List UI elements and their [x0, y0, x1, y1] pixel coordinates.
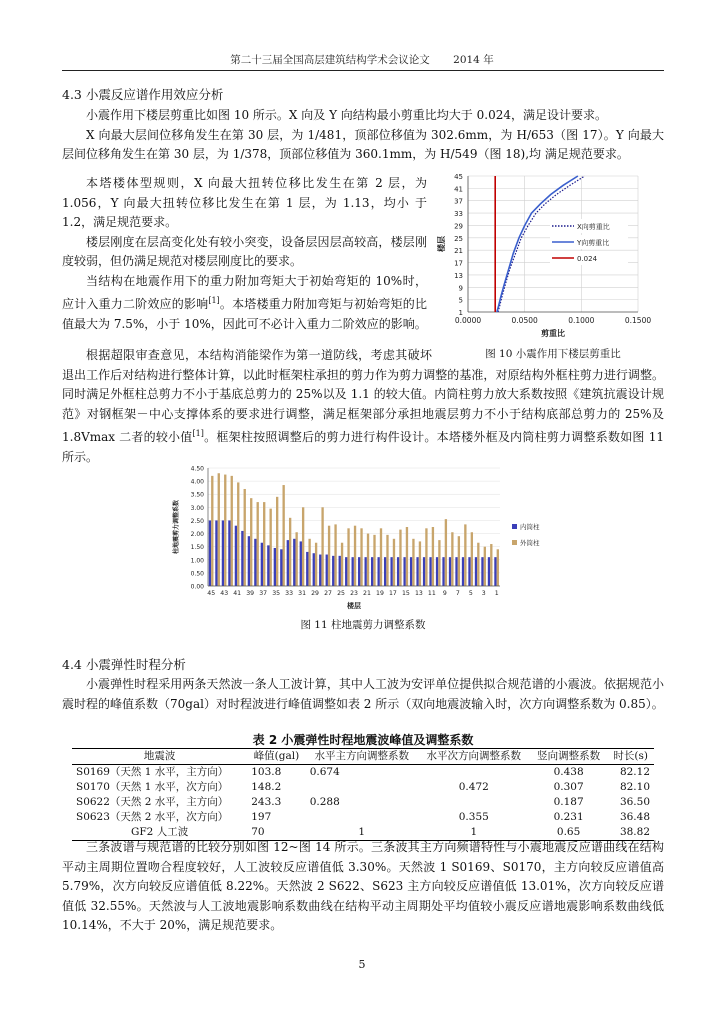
y-tick-label: 1 [458, 309, 463, 317]
bar-内筒柱 [423, 557, 425, 586]
bar-外筒柱 [341, 543, 343, 586]
table-cell: 0.288 [309, 796, 340, 808]
bar-内筒柱 [384, 557, 386, 586]
x-tick-label: 7 [455, 590, 460, 597]
x-tick-label: 13 [414, 590, 423, 597]
bar-内筒柱 [436, 557, 438, 586]
x-tick-label: 3 [481, 590, 486, 597]
y-tick-label: 5 [458, 296, 463, 305]
bar-内筒柱 [280, 549, 282, 586]
section-4-4-title: 4.4 小震弹性时程分析 [62, 657, 186, 672]
bar-内筒柱 [475, 557, 477, 586]
bar-内筒柱 [222, 520, 224, 586]
table-cell: 36.48 [619, 811, 650, 823]
bar-内筒柱 [345, 557, 347, 586]
table-header-cell: 竖向调整系数 [530, 749, 608, 765]
table-cell: 0.472 [458, 781, 489, 793]
table-cell: 148.2 [251, 781, 282, 793]
table-header-cell: 水平次方向调整系数 [418, 749, 530, 765]
table-cell [418, 765, 530, 781]
bar-外筒柱 [471, 532, 473, 586]
x-tick-label: 15 [401, 590, 410, 597]
bar-外筒柱 [490, 544, 492, 586]
y-tick-label: 17 [454, 259, 463, 268]
bar-外筒柱 [419, 541, 421, 586]
bar-外筒柱 [218, 473, 220, 586]
legend-label: 外筒柱 [520, 539, 540, 547]
table-2-caption: 表 2 小震弹性时程地震波峰值及调整系数 [252, 733, 474, 747]
bar-外筒柱 [334, 524, 336, 586]
paragraph: 当结构在地震作用下的重力附加弯矩大于初始弯矩的 10%时，应计入重力二阶效应的影响[1]。本塔楼重力附加弯矩与初始弯矩的比值最大为 7.5%，小于 10%，因此可不必计入重力二阶效应的影响。 [62, 273, 427, 331]
x-tick-label: 33 [285, 590, 294, 597]
x-tick-label: 19 [376, 590, 384, 597]
table-cell: 70 [247, 825, 306, 841]
bar-内筒柱 [390, 557, 392, 586]
y-tick-label: 45 [454, 173, 463, 181]
table-header-cell: 峰值(gal) [247, 749, 306, 765]
paragraph: 小震作用下楼层剪重比如图 10 所示。X 向及 Y 向结构最小剪重比均大于 0.024，满足设计要求。 [86, 108, 607, 122]
bar-内筒柱 [358, 557, 360, 586]
bar-外筒柱 [464, 524, 466, 586]
x-tick-label: 9 [442, 590, 447, 597]
table-cell: 1 [306, 825, 418, 841]
bar-内筒柱 [254, 539, 256, 586]
bar-外筒柱 [425, 528, 427, 586]
figure-11-caption: 图 11 柱地震剪力调整系数 [300, 619, 426, 631]
bar-外筒柱 [458, 536, 460, 586]
bar-内筒柱 [442, 557, 444, 586]
bar-外筒柱 [257, 502, 259, 586]
table-2 [72, 748, 654, 841]
x-tick-label: 35 [272, 590, 281, 597]
bar-外筒柱 [211, 476, 213, 586]
bar-内筒柱 [416, 557, 418, 586]
page-number: 5 [358, 958, 366, 971]
conference-title: 第二十三届全国高层建筑结构学术会议论文 [230, 54, 430, 66]
bar-内筒柱 [462, 557, 464, 586]
table-header-cell: 水平主方向调整系数 [306, 749, 418, 765]
table-row [72, 795, 654, 810]
y-tick-label: 2.50 [190, 517, 204, 525]
bar-内筒柱 [449, 557, 451, 586]
x-tick-label: 0.1000 [568, 316, 595, 325]
x-tick-label: 17 [388, 590, 397, 597]
bar-外筒柱 [289, 518, 291, 586]
table-cell: 36.50 [619, 796, 650, 808]
bar-外筒柱 [224, 475, 226, 586]
bar-外筒柱 [438, 540, 440, 586]
y-axis-label: 柱地震剪力调整系数 [173, 499, 180, 555]
legend-label: 内筒柱 [520, 523, 540, 531]
table-header-cell: 地震波 [72, 749, 247, 765]
x-tick-label: 0.0500 [511, 316, 538, 325]
bar-内筒柱 [228, 520, 230, 586]
bar-外筒柱 [360, 528, 362, 586]
bar-内筒柱 [287, 540, 289, 586]
bar-外筒柱 [393, 539, 395, 586]
bar-内筒柱 [339, 556, 341, 586]
paragraph: 小震弹性时程采用两条天然波一条人工波计算，其中人工波为安评单位提供拟合规范谱的小震波。依据规范小震时程的峰值系数（70gal）对时程波进行峰值调整如表 2 所示（双向地震波输入时，次方向调整系数为 0.85）。 [62, 677, 664, 711]
figure-10-caption: 图 10 小震作用下楼层剪重比 [485, 348, 621, 360]
bar-外筒柱 [276, 497, 278, 586]
bar-外筒柱 [321, 507, 323, 586]
table-cell: 0.307 [553, 781, 584, 793]
bar-内筒柱 [300, 541, 302, 586]
table-cell: S0169（天然 1 水平，主方向） [76, 766, 229, 778]
bar-外筒柱 [302, 507, 304, 586]
bar-外筒柱 [315, 543, 317, 586]
bar-内筒柱 [488, 557, 490, 586]
bar-外筒柱 [412, 539, 414, 586]
running-header [0, 52, 724, 67]
x-tick-label: 11 [427, 590, 436, 597]
x-tick-label: 5 [468, 590, 473, 597]
x-tick-label: 1 [494, 590, 499, 597]
table-row [72, 780, 654, 795]
table-cell: 0.65 [530, 825, 608, 841]
legend-swatch [512, 540, 517, 545]
x-tick-label: 27 [324, 590, 332, 597]
table-header-row [72, 749, 654, 765]
bar-外筒柱 [451, 532, 453, 586]
y-tick-label: 2.00 [190, 531, 204, 539]
bar-内筒柱 [306, 552, 308, 586]
bar-内筒柱 [274, 548, 276, 586]
bar-内筒柱 [293, 539, 295, 586]
legend-label: 0.024 [577, 255, 598, 263]
bar-内筒柱 [371, 557, 373, 586]
x-tick-label: 23 [350, 590, 358, 597]
table-cell [306, 810, 418, 825]
table-cell [306, 780, 418, 795]
bar-外筒柱 [250, 498, 252, 586]
para-block-5 [62, 838, 664, 936]
x-tick-label: 0.1500 [624, 316, 652, 325]
y-tick-label: 41 [454, 185, 463, 194]
bar-外筒柱 [328, 526, 330, 586]
x-tick-label: 39 [246, 590, 255, 597]
y-tick-label: 9 [458, 284, 463, 293]
bar-内筒柱 [241, 531, 243, 586]
para-block-2 [62, 174, 427, 334]
bar-外筒柱 [347, 528, 349, 586]
y-tick-label: 1.00 [190, 557, 204, 565]
x-tick-label: 45 [207, 590, 216, 597]
bar-内筒柱 [397, 557, 399, 586]
citation: [1] [208, 296, 220, 305]
bar-外筒柱 [354, 526, 356, 586]
bar-内筒柱 [267, 545, 269, 586]
legend-swatch [512, 524, 517, 529]
table-row [72, 810, 654, 825]
bar-外筒柱 [445, 519, 447, 586]
table-cell: S0622（天然 2 水平，主方向） [76, 796, 229, 808]
table-row [72, 765, 654, 781]
y-tick-label: 3.00 [190, 504, 204, 512]
bar-内筒柱 [313, 553, 315, 586]
bar-内筒柱 [455, 557, 457, 586]
bar-外筒柱 [484, 547, 486, 586]
y-tick-label: 0.00 [190, 583, 204, 591]
table-cell [418, 795, 530, 810]
header-rule [62, 70, 664, 71]
figure-10-chart [430, 170, 666, 342]
y-tick-label: 37 [454, 197, 463, 206]
table-cell: 103.8 [251, 766, 282, 778]
table-cell: 197 [251, 811, 272, 823]
bar-内筒柱 [403, 557, 405, 586]
bar-外筒柱 [477, 543, 479, 586]
bar-内筒柱 [332, 556, 334, 586]
table-cell: 0.231 [553, 811, 584, 823]
bar-内筒柱 [235, 526, 237, 586]
table-cell: 0.187 [553, 796, 584, 808]
citation: [1] [192, 429, 204, 438]
para-block-3-full [62, 346, 664, 467]
bar-外筒柱 [497, 549, 499, 586]
y-tick-label: 33 [454, 210, 463, 219]
y-tick-label: 13 [454, 271, 463, 280]
table-cell: 38.82 [607, 825, 654, 841]
bar-外筒柱 [367, 534, 369, 586]
bar-内筒柱 [494, 557, 496, 586]
paragraph-text: 。框架柱按照调整后的剪力进行构件设计。本塔楼外框及内筒柱剪力调整系数如图 11 所示。 [62, 430, 664, 464]
y-tick-label: 0.50 [190, 570, 204, 578]
bar-内筒柱 [481, 557, 483, 586]
bar-内筒柱 [352, 557, 354, 586]
table-cell: 1 [418, 825, 530, 841]
table-cell: 0.355 [458, 811, 489, 823]
x-tick-label: 41 [233, 590, 242, 597]
table-cell: S0170（天然 1 水平，次方向） [76, 781, 229, 793]
bar-内筒柱 [319, 555, 321, 586]
table-cell: S0623（天然 2 水平，次方向） [76, 811, 229, 823]
table-cell: 243.3 [251, 796, 282, 808]
bar-外筒柱 [386, 535, 388, 586]
bar-内筒柱 [248, 536, 250, 586]
y-tick-label: 21 [454, 247, 463, 256]
para-block-4 [62, 675, 664, 714]
bar-外筒柱 [308, 539, 310, 586]
bar-内筒柱 [215, 520, 217, 586]
y-tick-label: 25 [454, 234, 463, 243]
figure-11-chart [168, 464, 558, 616]
bar-外筒柱 [432, 527, 434, 586]
bar-外筒柱 [263, 502, 265, 586]
x-tick-label: 21 [363, 590, 371, 597]
x-tick-label: 37 [259, 590, 268, 597]
paragraph: 三条波谱与规范谱的比较分别如图 12~图 14 所示。三条波其主方向频谱特性与小震地震反应谱曲线在结构平动主周期位置吻合程度较好，人工波较反应谱值低 3.30%。天然波 1 S0169、S0170，主方向较反应谱值高 5.79%，次方向较反应谱值低 8.22%。天然波 2 S622、S623 主方向较反应谱值低 13.01%，次方向较反应谱值低 32.55%。天然波与人工波地震影响系数曲线在结构平动主周期处平均值较小震反应谱地震影响系数曲线低 10.14%，不大于 20%，满足规范要求。 [62, 840, 664, 932]
bar-外筒柱 [244, 489, 246, 586]
x-tick-label: 43 [220, 590, 229, 597]
legend-label: Y向剪重比 [577, 239, 610, 247]
bar-外筒柱 [270, 509, 272, 586]
y-tick-label: 4.50 [190, 465, 204, 473]
x-tick-label: 31 [298, 590, 307, 597]
bar-外筒柱 [231, 476, 233, 586]
paragraph-text: 根据超限审查意见，本结构消能梁作为第一道防线，考虑其破坏退出工作后对结构进行整体计算，以此时框架柱承担的剪力作为剪力调整的基准，对原结构外框柱剪力进行调整。同时满足外框柱总剪力不小于基底总剪力的 25%以及 1.1 的较大值。内筒柱剪力放大系数按照《建筑抗震设计规范》对钢框架－中心支撑体系的要求进行调整，满足框架部分承担地震层剪力不小于结构底部总剪力的 25%及 1.8Vmax 二者的较小值 [62, 348, 664, 444]
bar-外筒柱 [406, 527, 408, 586]
table-cell: 82.12 [619, 766, 650, 778]
x-axis-label: 剪重比 [541, 329, 565, 338]
paragraph: 楼层刚度在层高变化处有较小突变，设备层因层高较高，楼层刚度较弱，但仍满足规范对楼层刚度比的要求。 [62, 234, 427, 268]
y-tick-label: 1.50 [190, 544, 204, 552]
legend-label: X向剪重比 [577, 223, 610, 231]
bar-内筒柱 [365, 557, 367, 586]
bar-内筒柱 [429, 557, 431, 586]
bar-内筒柱 [261, 543, 263, 586]
x-tick-label: 29 [311, 590, 320, 597]
bar-外筒柱 [373, 535, 375, 586]
header-year: 2014 年 [453, 54, 494, 66]
paragraph: 本塔楼体型规则，X 向最大扭转位移比发生在第 2 层，为 1.056，Y 向最大扭转位移比发生在第 1 层，为 1.13，均小 于 1.2，满足规范要求。 [62, 176, 427, 229]
paragraph [62, 346, 664, 467]
table-cell: 0.438 [553, 766, 584, 778]
bar-内筒柱 [209, 520, 211, 586]
x-tick-label: 0.0000 [454, 316, 482, 325]
x-tick-label: 25 [337, 590, 345, 597]
table-cell: 0.674 [309, 766, 340, 778]
bar-内筒柱 [326, 555, 328, 586]
x-axis-label: 楼层 [347, 602, 361, 610]
bar-内筒柱 [468, 557, 470, 586]
bar-外筒柱 [237, 482, 239, 586]
bar-内筒柱 [377, 557, 379, 586]
bar-外筒柱 [295, 532, 297, 586]
para-block-1 [62, 106, 664, 165]
bar-内筒柱 [410, 557, 412, 586]
table-cell: 82.10 [619, 781, 650, 793]
bar-外筒柱 [282, 485, 284, 586]
bar-外筒柱 [380, 528, 382, 586]
y-tick-label: 3.50 [190, 491, 204, 499]
y-tick-label: 4.00 [190, 478, 204, 486]
table-cell: GF2 人工波 [72, 825, 247, 841]
bar-外筒柱 [399, 530, 401, 586]
table-header-cell: 时长(s) [607, 749, 654, 765]
section-4-3-title: 4.3 小震反应谱作用效应分析 [62, 87, 224, 102]
caption-spacer [432, 346, 664, 364]
y-tick-label: 29 [454, 222, 463, 231]
y-axis-label: 楼层 [437, 236, 446, 252]
paragraph: X 向最大层间位移角发生在第 30 层，为 1/481，顶部位移值为 302.6mm，为 H/653（图 17）。Y 向最大层间位移角发生在第 30 层，为 1/378，顶部位移值为 360.1mm，为 H/549（图 18),均 满足规范要求。 [62, 127, 664, 161]
